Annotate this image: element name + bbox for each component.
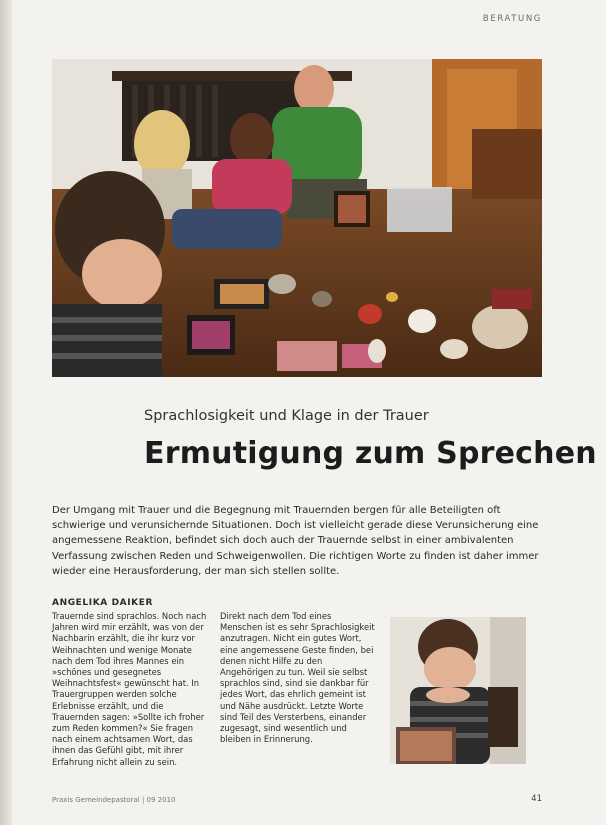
footer-publication: Praxis Gemeindepastoral | 09 2010 [52, 796, 176, 804]
section-label: BERATUNG [482, 14, 542, 24]
body-column-1: Trauernde sind sprachlos. Noch nach Jahren wird mir erzählt, was von der Nachbarin erzählt, die ihr kurz vor Weihnachten und wenige Monate nach dem Tod ihres Mannes ein »schönes und gesegnetes Weihnachtsfest« gewünscht hat. In Trauergruppen werden solche Erlebnisse erzählt, und die Trauernden sagen: »Sollte ich froher zum Reden kommen?« Sie fragen nach einem achtsamen Wort, das ihnen das Gefühl gibt, mit ihrer Erfahrung nicht allein zu sein. [52, 611, 207, 767]
main-photo [52, 59, 542, 377]
article-title: Ermutigung zum Sprechen [144, 436, 597, 471]
article-subtitle: Sprachlosigkeit und Klage in der Trauer [144, 408, 429, 424]
page-edge [0, 0, 12, 825]
secondary-photo [390, 617, 526, 764]
page-number: 41 [531, 794, 542, 804]
article-lead: Der Umgang mit Trauer und die Begegnung mit Trauernden bergen für alle Beteiligten oft schwierige und verunsichernde Situationen. Doch ist vielleicht gerade diese Verunsicherung eine angemessene Reaktion, befindet sich doch auch der Trauernde selbst in einer ambivalenten Verfassung zwischen Reden und Schweigenwollen. Die richtigen Worte zu finden ist daher immer wieder eine Herausforderung, der man sich stellen sollte. [52, 505, 539, 577]
article-author: ANGELIKA DAIKER [52, 598, 154, 608]
body-column-2: Direkt nach dem Tod eines Menschen ist es sehr Sprachlosigkeit anzutragen. Nicht ein gutes Wort, eine angemessene Geste finden, bei denen nicht Hilfe zu den Angehörigen zu tun. Weil sie selbst sprachlos sind, sind sie dankbar für jedes Wort, das ehrlich gemeint ist und Nähe ausdrückt. Letzte Worte sind Teil des Versterbens, einander zugesagt, sind wesentlich und bleiben in Erinnerung. [220, 611, 375, 745]
